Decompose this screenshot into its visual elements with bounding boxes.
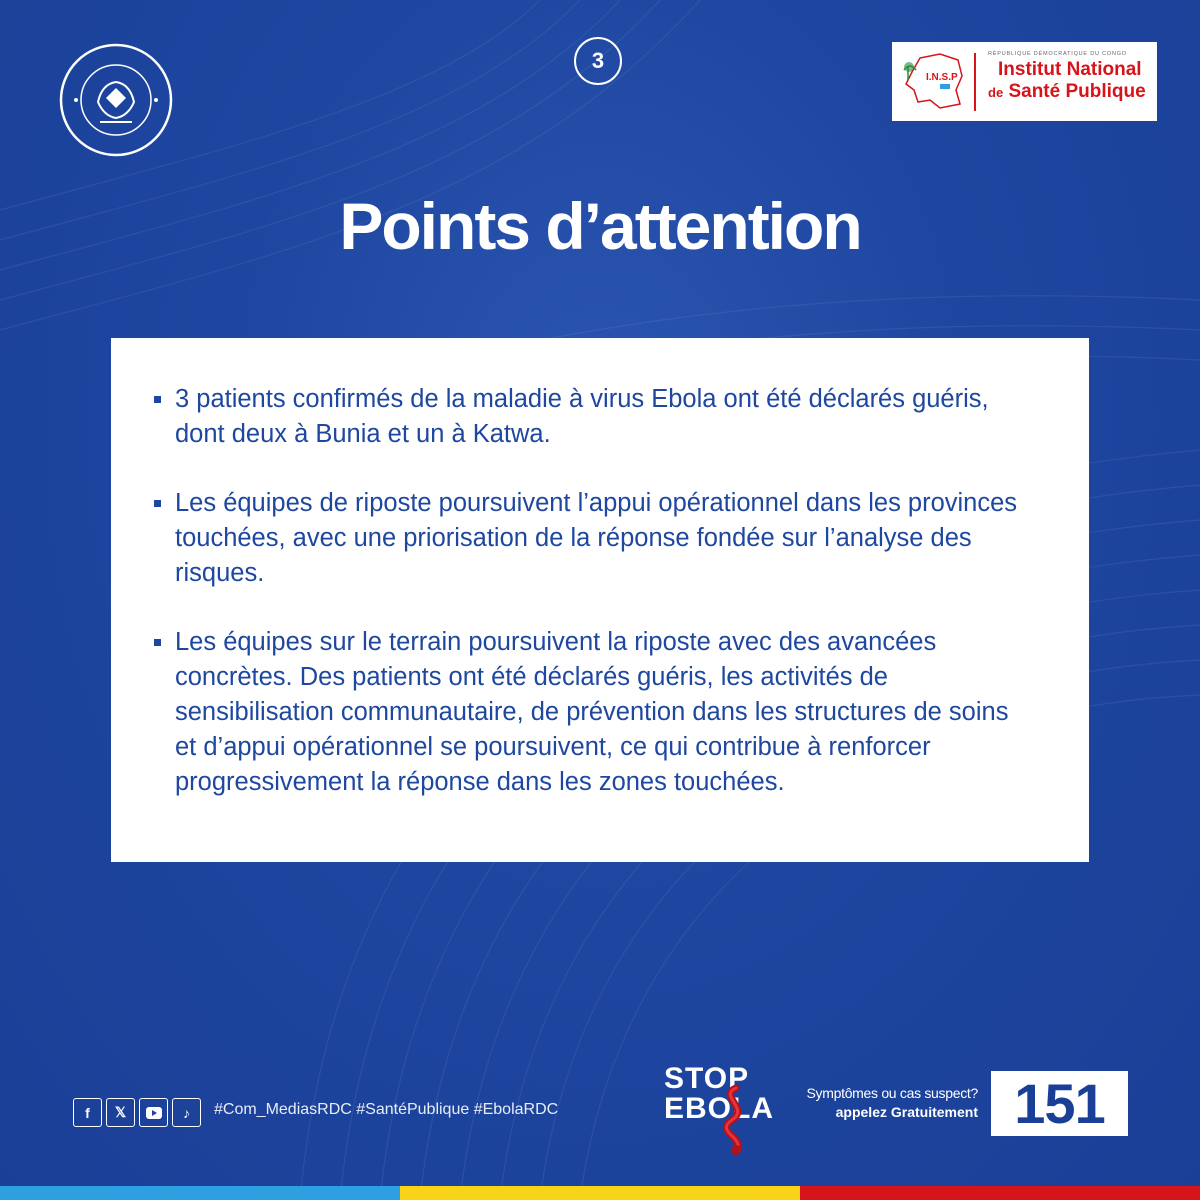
page-number: 3 <box>574 37 622 85</box>
hotline-question: Symptômes ou cas suspect? <box>806 1085 978 1101</box>
bullet-item <box>151 486 1029 591</box>
insp-name-line2 <box>988 81 1146 104</box>
bullet-item <box>151 382 1029 452</box>
hashtags: #Com_MediasRDC #SantéPublique #EbolaRDC <box>214 1101 559 1118</box>
bullet-list <box>151 382 1029 800</box>
bullet-text: Les équipes sur le terrain poursuivent la riposte avec des avancées concrètes. Des patients ont été déclarés guéris, les activités de sensibilisation communautaire, de prévention dans les structures de soins et d’appui opérationnel se poursuivent, ce qui contribue à renforcer progressivement la réponse dans les zones touchées. <box>175 628 1009 796</box>
flag-stripe-blue <box>0 1186 400 1200</box>
stop-ebola-line1: STOP <box>664 1062 750 1095</box>
flag-stripe <box>0 1186 1200 1200</box>
hotline-number: 151 <box>991 1071 1128 1136</box>
bullet-item <box>151 625 1029 800</box>
insp-logo <box>892 42 1157 121</box>
tiktok-icon[interactable]: ♪ <box>172 1098 201 1127</box>
facebook-icon[interactable]: f <box>73 1098 102 1127</box>
stop-ebola-line2: EBOLA <box>664 1092 774 1125</box>
insp-acronym: I.N.S.P <box>926 72 958 83</box>
flag-stripe-yellow <box>400 1186 800 1200</box>
info-card <box>111 338 1089 862</box>
virus-icon <box>706 1082 774 1156</box>
bullet-marker-icon <box>154 396 161 403</box>
bullet-marker-icon <box>154 500 161 507</box>
insp-small-text: RÉPUBLIQUE DÉMOCRATIQUE DU CONGO <box>988 51 1127 57</box>
youtube-icon[interactable] <box>139 1098 168 1127</box>
social-links <box>73 1098 201 1127</box>
logo-divider <box>974 53 976 111</box>
government-seal <box>58 42 174 158</box>
insp-name-main: Santé Publique <box>1008 81 1146 102</box>
insp-name-prefix: de <box>988 85 1004 100</box>
insp-name-line1: Institut National <box>998 59 1142 80</box>
bullet-text: 3 patients confirmés de la maladie à virus Ebola ont été déclarés guéris, dont deux à Bunia et un à Katwa. <box>175 385 989 448</box>
bullet-marker-icon <box>154 639 161 646</box>
hotline-cta: appelez Gratuitement <box>835 1104 978 1120</box>
drc-map-icon <box>900 50 968 112</box>
flag-stripe-red <box>800 1186 1200 1200</box>
x-icon[interactable]: 𝕏 <box>106 1098 135 1127</box>
hotline-text <box>800 1084 978 1122</box>
page-title: Points d’attention <box>339 189 861 263</box>
bullet-text: Les équipes de riposte poursuivent l’appui opérationnel dans les provinces touchées, avec une priorisation de la réponse fondée sur l’analyse des risques. <box>175 489 1018 587</box>
